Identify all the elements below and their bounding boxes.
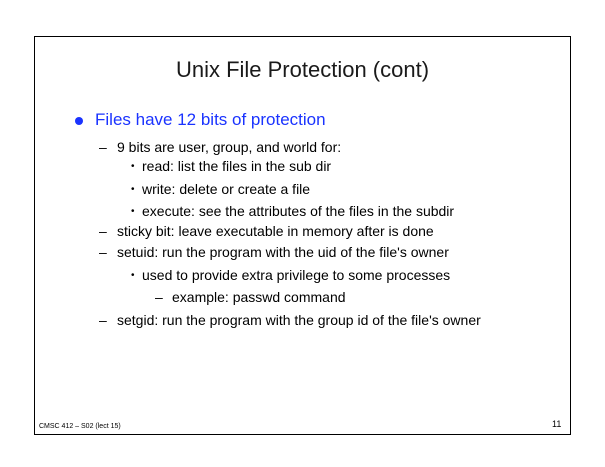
- sub-sub-item: read: list the files in the sub dir: [142, 158, 332, 174]
- sub-bullet-marker: •: [131, 270, 135, 281]
- sub-bullet-marker: •: [131, 206, 135, 217]
- sub-item: sticky bit: leave executable in memory after is done: [117, 223, 434, 239]
- page-number: 11: [552, 419, 562, 429]
- sub-sub-item: execute: see the attributes of the files in the subdir: [142, 203, 455, 219]
- slide-title: Unix File Protection (cont): [175, 57, 430, 82]
- bullet-dot-icon: [75, 117, 83, 125]
- sub-sub-item: write: delete or create a file: [142, 181, 311, 197]
- sub-item: 9 bits are user, group, and world for:: [117, 139, 342, 155]
- footer-course-label: CMSC 412 – S02 (lect 15): [39, 423, 121, 430]
- dash-marker: –: [99, 139, 107, 155]
- sub-item: setgid: run the program with the group id of the file's owner: [117, 312, 481, 328]
- dash-marker: –: [99, 223, 107, 239]
- sub-bullet-marker: •: [131, 161, 135, 172]
- sub-bullet-marker: •: [131, 184, 135, 195]
- sub-sub-sub-item: example: passwd command: [172, 289, 346, 305]
- dash-marker: –: [99, 312, 107, 328]
- sub-item: setuid: run the program with the uid of the file's owner: [117, 244, 449, 260]
- dash-marker: –: [99, 244, 107, 260]
- main-bullet: Files have 12 bits of protection: [95, 110, 326, 129]
- sub-sub-item: used to provide extra privilege to some processes: [142, 267, 451, 283]
- dash-marker: –: [155, 289, 163, 305]
